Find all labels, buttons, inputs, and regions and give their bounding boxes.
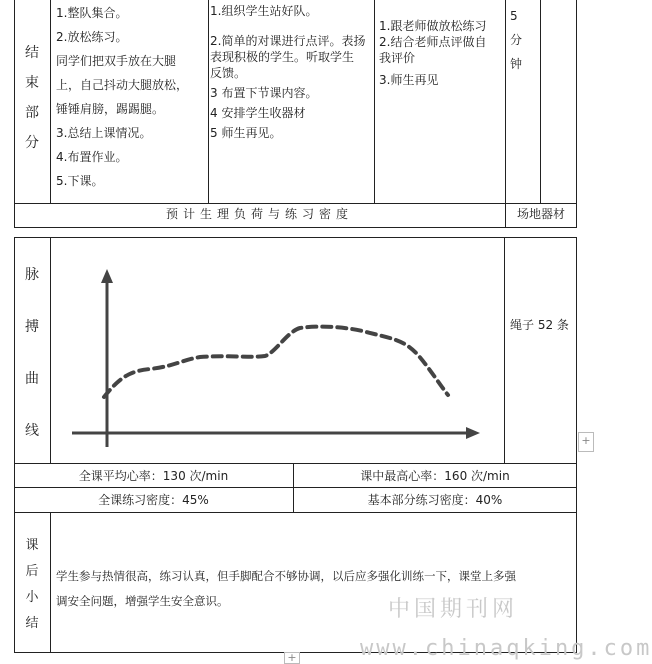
header-equipment: 场地器材: [516, 207, 565, 221]
border: [14, 203, 577, 204]
text-line: 分: [510, 33, 523, 47]
border: [576, 237, 577, 653]
border: [374, 0, 375, 203]
equipment-value: 绳子 52 条: [510, 318, 569, 332]
label-char: 分: [25, 135, 39, 151]
border: [14, 237, 577, 238]
label-char: 曲: [25, 371, 39, 387]
x-axis-arrow: [466, 427, 480, 439]
summary-line-2: 调安全问题，增强学生安全意识。: [56, 594, 229, 608]
border: [576, 0, 577, 228]
text-line: 我评价: [379, 51, 416, 65]
content-column: [56, 5, 206, 197]
text-line: 表现积极的学生。听取学生: [210, 50, 355, 64]
teacher-column: [210, 3, 374, 145]
text-line: 5 师生再见。: [210, 126, 282, 140]
text-line: 1.组织学生站好队。: [210, 4, 318, 18]
label-char: 束: [25, 75, 39, 91]
text-line: 1.跟老师做放松练习: [379, 19, 487, 33]
label-char: 后: [25, 564, 39, 579]
label-char: 小: [25, 590, 39, 605]
max-heart-rate: 课中最高心率：160 次/min: [360, 469, 510, 483]
label-char: 搏: [25, 319, 39, 335]
label-char: 线: [25, 423, 39, 439]
y-axis-arrow: [101, 269, 113, 283]
text-line: 2.结合老师点评做自: [379, 35, 487, 49]
add-column-handle[interactable]: +: [284, 652, 300, 664]
label-char: 结: [25, 45, 39, 61]
text-line: 2.放松练习。: [56, 30, 128, 44]
section-label: [22, 42, 42, 162]
text-line: 4 安排学生收器材: [210, 106, 306, 120]
overall-density: 全课练习密度：45%: [98, 493, 209, 507]
border: [505, 0, 506, 228]
text-line: 4.布置作业。: [56, 150, 128, 164]
border: [540, 0, 541, 203]
text-line: 3 布置下节课内容。: [210, 86, 318, 100]
label-char: 结: [25, 616, 39, 631]
basic-density: 基本部分练习密度：40%: [367, 493, 503, 507]
summary-label: [22, 534, 42, 638]
watermark-cn: 中国期刊网: [388, 597, 519, 622]
border: [14, 512, 577, 513]
summary-line-1: 学生参与热情很高，练习认真，但手脚配合不够协调，以后应多强化训练一下，课堂上多强: [56, 569, 516, 583]
pulse-label: [22, 264, 42, 472]
border: [50, 0, 51, 203]
border: [504, 237, 505, 463]
border: [14, 0, 15, 228]
border: [50, 237, 51, 463]
time-column: [510, 8, 538, 80]
border: [50, 512, 51, 652]
border: [14, 487, 577, 488]
text-line: 2.简单的对课进行点评。表扬: [210, 34, 366, 48]
text-line: 锤锤肩膀，踢踢腿。: [56, 102, 165, 116]
label-char: 课: [25, 538, 39, 553]
text-line: 上，自己抖动大腿放松，: [56, 78, 189, 92]
text-line: 3.师生再见: [379, 73, 439, 87]
border: [14, 237, 15, 653]
text-line: 5: [510, 9, 518, 23]
watermark-url: www.chinaqking.com: [360, 636, 652, 661]
border: [14, 227, 577, 228]
text-line: 5.下课。: [56, 174, 104, 188]
pulse-curve-figure: [60, 265, 490, 455]
text-line: 1.整队集合。: [56, 6, 128, 20]
pulse-curve: [104, 327, 448, 397]
text-line: 钟: [510, 57, 523, 71]
border: [14, 463, 577, 464]
border: [208, 0, 209, 203]
header-density: 预计生理负荷与练习密度: [165, 207, 353, 221]
text-line: 3.总结上课情况。: [56, 126, 152, 140]
label-char: 部: [25, 105, 39, 121]
text-line: 反馈。: [210, 66, 247, 80]
student-column: [379, 18, 503, 88]
label-char: 脉: [25, 267, 39, 283]
add-row-handle[interactable]: +: [578, 432, 594, 452]
avg-heart-rate: 全课平均心率：130 次/min: [78, 469, 229, 483]
text-line: 同学们把双手放在大腿: [56, 54, 177, 68]
